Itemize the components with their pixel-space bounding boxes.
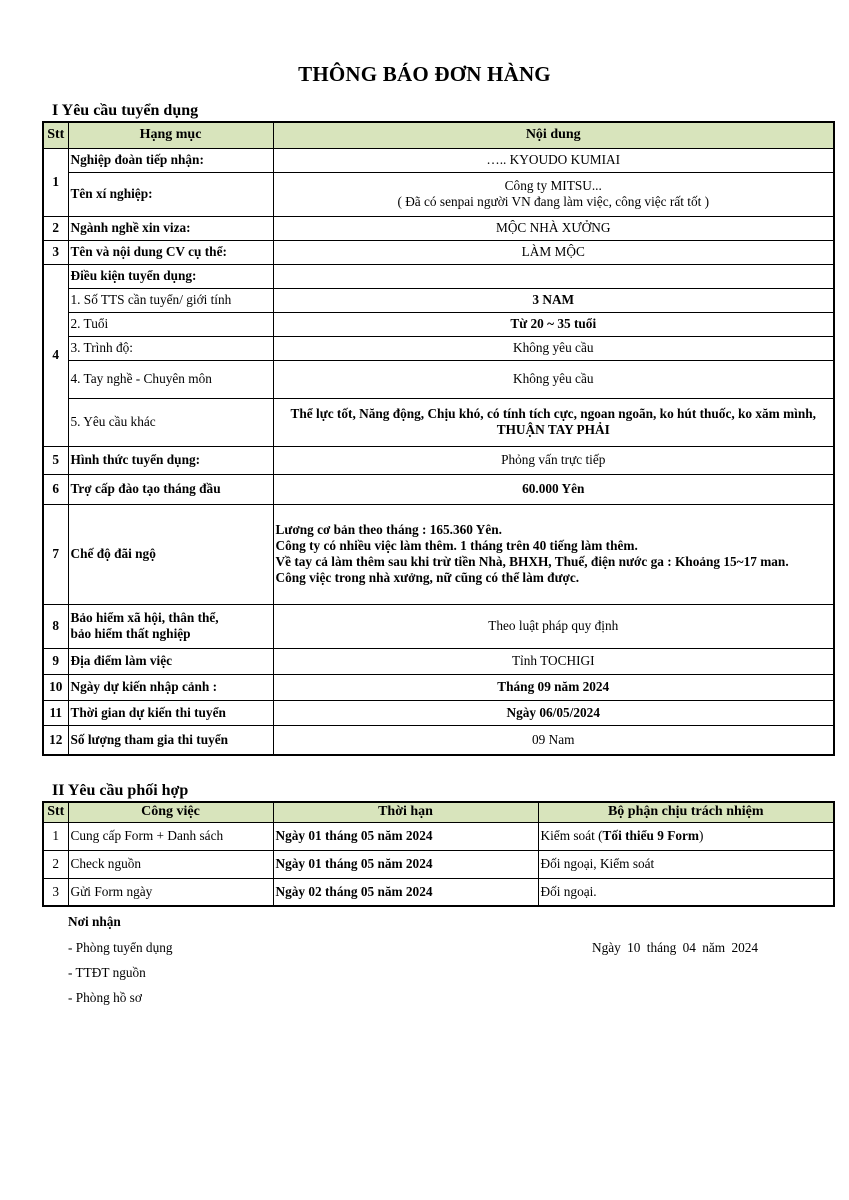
table-row bbox=[43, 264, 834, 288]
row-value: MỘC NHÀ XƯỞNG bbox=[273, 216, 834, 240]
row-value: Ngày 06/05/2024 bbox=[273, 700, 834, 725]
section-1-title: I Yêu cầu tuyển dụng bbox=[52, 102, 199, 119]
dept-cell: Đối ngoại. bbox=[538, 878, 834, 906]
table-row bbox=[43, 312, 834, 336]
row-number: 1 bbox=[43, 148, 68, 216]
table-row bbox=[43, 504, 834, 604]
task-cell: Cung cấp Form + Danh sách bbox=[68, 822, 273, 850]
document-date: Ngày 10 tháng 04 năm 2024 bbox=[592, 940, 759, 955]
row-label: Điều kiện tuyển dụng: bbox=[68, 264, 273, 288]
row-label: Hình thức tuyển dụng: bbox=[68, 446, 273, 474]
dept-emphasis: Tối thiểu 9 Form bbox=[602, 828, 699, 843]
row-value: Theo luật pháp quy định bbox=[273, 604, 834, 648]
condition-label: 1. Số TTS cần tuyển/ giới tính bbox=[68, 288, 273, 312]
row-number: 3 bbox=[43, 240, 68, 264]
row-number: 1 bbox=[43, 822, 68, 850]
row-number: 6 bbox=[43, 474, 68, 504]
table-row bbox=[43, 240, 834, 264]
recipient-item: - Phòng tuyển dụng bbox=[68, 940, 173, 955]
row-label: Chế độ đãi ngộ bbox=[68, 504, 273, 604]
row-label: Nghiệp đoàn tiếp nhận: bbox=[68, 148, 273, 172]
dept-cell bbox=[538, 822, 834, 850]
row-value: Phỏng vấn trực tiếp bbox=[273, 446, 834, 474]
company-name: Công ty MITSU... bbox=[504, 178, 602, 193]
row-label: Tên xí nghiệp: bbox=[68, 172, 273, 216]
table-row bbox=[43, 398, 834, 446]
row-label: Thời gian dự kiến thi tuyển bbox=[68, 700, 273, 725]
row-number: 7 bbox=[43, 504, 68, 604]
row-value bbox=[273, 264, 834, 288]
header-stt: Stt bbox=[43, 802, 68, 822]
table-row bbox=[43, 474, 834, 504]
row-label bbox=[68, 604, 273, 648]
row-value: Tháng 09 năm 2024 bbox=[273, 674, 834, 700]
table-row bbox=[43, 674, 834, 700]
row-value: ….. KYOUDO KUMIAI bbox=[273, 148, 834, 172]
table-row bbox=[43, 216, 834, 240]
table-row bbox=[43, 700, 834, 725]
header-task: Công việc bbox=[68, 802, 273, 822]
row-value: 60.000 Yên bbox=[273, 474, 834, 504]
table-header-row bbox=[43, 802, 834, 822]
condition-value: 3 NAM bbox=[273, 288, 834, 312]
table-row bbox=[43, 148, 834, 172]
table-header-row bbox=[43, 122, 834, 148]
row-label: Số lượng tham gia thi tuyển bbox=[68, 725, 273, 755]
condition-value: Từ 20 ~ 35 tuổi bbox=[273, 312, 834, 336]
row-label: Trợ cấp đào tạo tháng đầu bbox=[68, 474, 273, 504]
row-number: 4 bbox=[43, 264, 68, 446]
table-row bbox=[43, 288, 834, 312]
row-value: 09 Nam bbox=[273, 725, 834, 755]
dept-text: Kiểm soát ( bbox=[540, 828, 603, 843]
condition-label: 3. Trình độ: bbox=[68, 336, 273, 360]
row-label-line: bảo hiểm thất nghiệp bbox=[70, 626, 191, 641]
row-value bbox=[273, 504, 834, 604]
recruitment-table bbox=[42, 121, 835, 756]
row-number: 8 bbox=[43, 604, 68, 648]
deadline-cell: Ngày 01 tháng 05 năm 2024 bbox=[273, 850, 538, 878]
header-content: Nội dung bbox=[273, 122, 834, 148]
condition-label: 2. Tuổi bbox=[68, 312, 273, 336]
row-value: LÀM MỘC bbox=[273, 240, 834, 264]
row-label: Tên và nội dung CV cụ thể: bbox=[68, 240, 273, 264]
table-row bbox=[43, 822, 834, 850]
recipient-item: - TTĐT nguồn bbox=[68, 965, 146, 980]
deadline-cell: Ngày 01 tháng 05 năm 2024 bbox=[273, 822, 538, 850]
row-label: Ngày dự kiến nhập cảnh : bbox=[68, 674, 273, 700]
dept-cell: Đối ngoại, Kiểm soát bbox=[538, 850, 834, 878]
row-number: 12 bbox=[43, 725, 68, 755]
header-deadline: Thời hạn bbox=[273, 802, 538, 822]
table-row bbox=[43, 172, 834, 216]
work-note-line: Công việc trong nhà xưởng, nữ cũng có thể làm được. bbox=[275, 570, 580, 585]
page-title: THÔNG BÁO ĐƠN HÀNG bbox=[298, 62, 551, 86]
condition-label: 4. Tay nghề - Chuyên môn bbox=[68, 360, 273, 398]
table-row bbox=[43, 648, 834, 674]
row-value: Tỉnh TOCHIGI bbox=[273, 648, 834, 674]
salary-line: Lương cơ bản theo tháng : 165.360 Yên. bbox=[275, 522, 502, 537]
condition-value: Không yêu cầu bbox=[273, 336, 834, 360]
coordination-table bbox=[42, 801, 835, 907]
task-cell: Check nguồn bbox=[68, 850, 273, 878]
table-row bbox=[43, 725, 834, 755]
row-number: 5 bbox=[43, 446, 68, 474]
table-row bbox=[43, 850, 834, 878]
row-value bbox=[273, 172, 834, 216]
recipients-title: Nơi nhận bbox=[68, 914, 121, 929]
row-label-line: Bảo hiểm xã hội, thân thể, bbox=[70, 610, 219, 625]
recipient-item: - Phòng hồ sơ bbox=[68, 990, 142, 1005]
condition-label: 5. Yêu cầu khác bbox=[68, 398, 273, 446]
overtime-line: Công ty có nhiều việc làm thêm. 1 tháng trên 40 tiếng làm thêm. bbox=[275, 538, 638, 553]
dept-text-suffix: ) bbox=[698, 828, 704, 843]
condition-value: Không yêu cầu bbox=[273, 360, 834, 398]
table-row bbox=[43, 336, 834, 360]
row-number: 2 bbox=[43, 850, 68, 878]
header-stt: Stt bbox=[43, 122, 68, 148]
condition-value: Thể lực tốt, Năng động, Chịu khó, có tính tích cực, ngoan ngoãn, ko hút thuốc, ko xăm mình, THUẬN TAY PHẢI bbox=[273, 398, 834, 446]
section-2-title: II Yêu cầu phối hợp bbox=[52, 782, 189, 799]
deadline-cell: Ngày 02 tháng 05 năm 2024 bbox=[273, 878, 538, 906]
table-row bbox=[43, 360, 834, 398]
row-number: 10 bbox=[43, 674, 68, 700]
row-label: Địa điểm làm việc bbox=[68, 648, 273, 674]
table-row bbox=[43, 446, 834, 474]
table-row bbox=[43, 604, 834, 648]
task-cell: Gửi Form ngày bbox=[68, 878, 273, 906]
header-dept: Bộ phận chịu trách nhiệm bbox=[538, 802, 834, 822]
row-number: 9 bbox=[43, 648, 68, 674]
row-label: Ngành nghề xin viza: bbox=[68, 216, 273, 240]
header-item: Hạng mục bbox=[68, 122, 273, 148]
row-number: 3 bbox=[43, 878, 68, 906]
table-row bbox=[43, 878, 834, 906]
row-number: 2 bbox=[43, 216, 68, 240]
net-income-line: Về tay cả làm thêm sau khi trừ tiền Nhà, BHXH, Thuế, điện nước ga : Khoảng 15~17 man. bbox=[275, 554, 789, 569]
company-note: ( Đã có senpai người VN đang làm việc, công việc rất tốt ) bbox=[397, 194, 710, 209]
row-number: 11 bbox=[43, 700, 68, 725]
